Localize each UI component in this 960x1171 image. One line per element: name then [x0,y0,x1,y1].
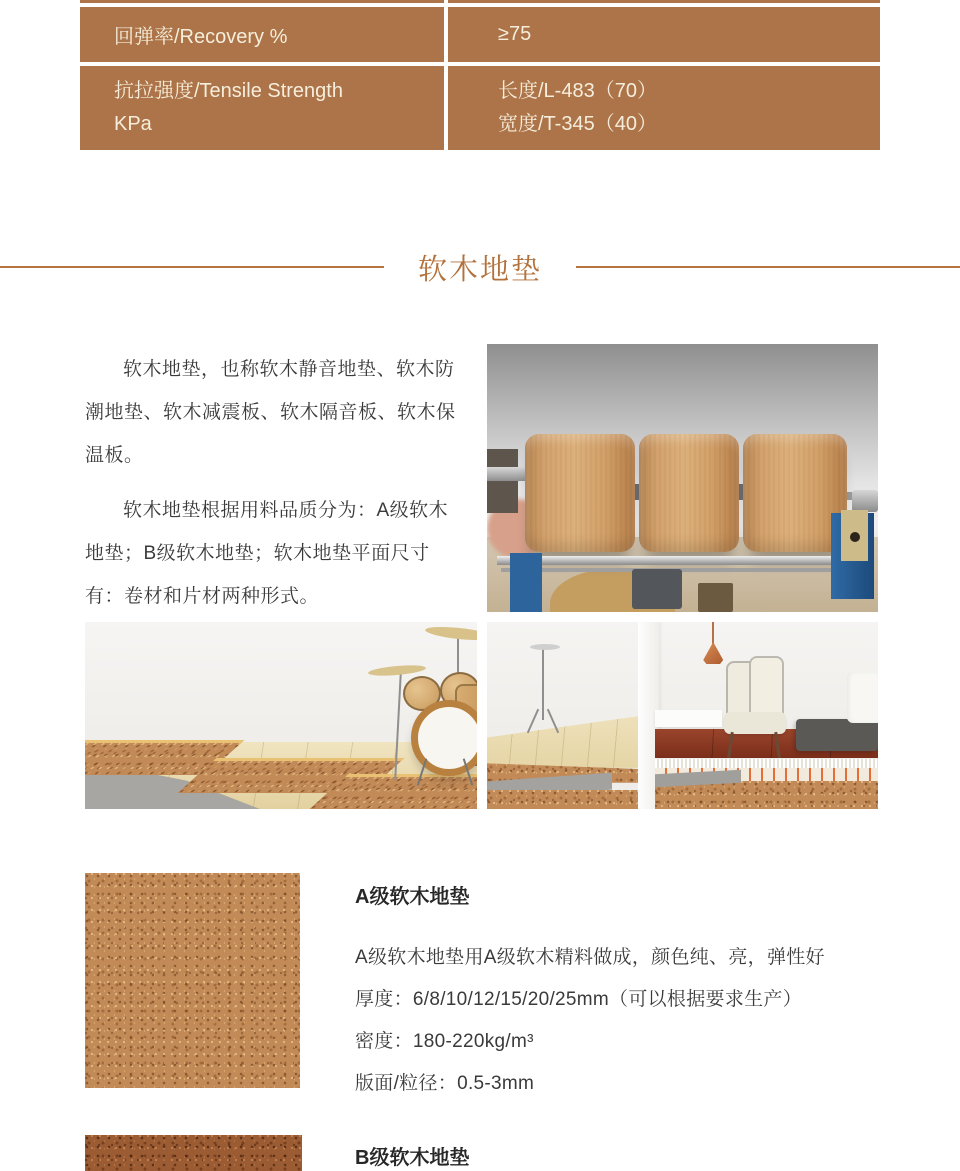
drum-room-photo [85,622,477,809]
section-title: 软木地垫 [418,253,543,286]
shelf [655,710,721,727]
spec-table-partial-row [448,0,880,3]
bass-drum [411,700,477,776]
bed [847,672,878,722]
chair-seat [724,712,786,734]
cork-sample-a-photo [85,873,300,1088]
spec-value-line: 长度/L-483（70） [498,80,657,102]
cork-sample-b-photo [85,1135,302,1171]
axle-cap [852,490,878,512]
cork-roll [639,434,739,552]
rug [796,719,878,751]
spec-label-line: 抗拉强度/Tensile Strength [114,80,343,102]
spec-row-recovery-label [80,7,444,62]
divider-line-left [0,266,384,268]
product-a-thickness: 厚度：6/8/10/12/15/20/25mm（可以根据要求生产） [355,989,803,1010]
motor [632,569,683,609]
spec-row-recovery-value [448,7,880,62]
spec-value-line: 宽度/T-345（40） [498,113,657,135]
spec-table [80,0,880,150]
intro-text [85,348,465,618]
motor [698,583,733,612]
spec-value: ≥75 [498,23,532,45]
cork-roll [525,434,635,552]
spec-label-line: KPa [114,113,152,135]
product-b-section [355,1141,885,1171]
spec-row-tensile-label [80,66,444,150]
spec-row-tensile-value [448,66,880,150]
machine-shaft [497,556,865,565]
intro-paragraph-1: 软木地垫，也称软木静音地垫、软木防潮地垫、软木减震板、软木隔音板、软木保温板。 [85,359,456,466]
divider-line-right [576,266,960,268]
intro-paragraph-2: 软木地垫根据用料品质分为：A级软木地垫；B级软木地垫；软木地垫平面尺寸有：卷材和片材两种形式。 [85,500,449,607]
lamp-cord [712,622,714,644]
product-a-grain: 版面/粒径：0.5-3mm [355,1073,535,1094]
spec-label: 回弹率/Recovery % [114,26,288,48]
product-a-section [355,880,885,1114]
section-header [0,246,960,288]
product-a-density: 密度：180-220kg/m³ [355,1031,534,1052]
hihat-stand [542,648,544,720]
axle-stub [487,467,530,481]
product-b-title: B级软木地垫 [355,1147,470,1169]
heating-mesh-layer [655,759,878,768]
product-a-description: A级软木地垫用A级软木精料做成，颜色纯、亮，弹性好 [355,947,825,968]
control-panel-dial [850,532,860,542]
heated-floor-interior-photo [487,622,878,809]
cork-rolls-machine-photo [487,344,878,612]
product-a-title: A级软木地垫 [355,886,470,908]
spec-table-partial-row [80,0,444,3]
machine-frame [510,553,541,612]
